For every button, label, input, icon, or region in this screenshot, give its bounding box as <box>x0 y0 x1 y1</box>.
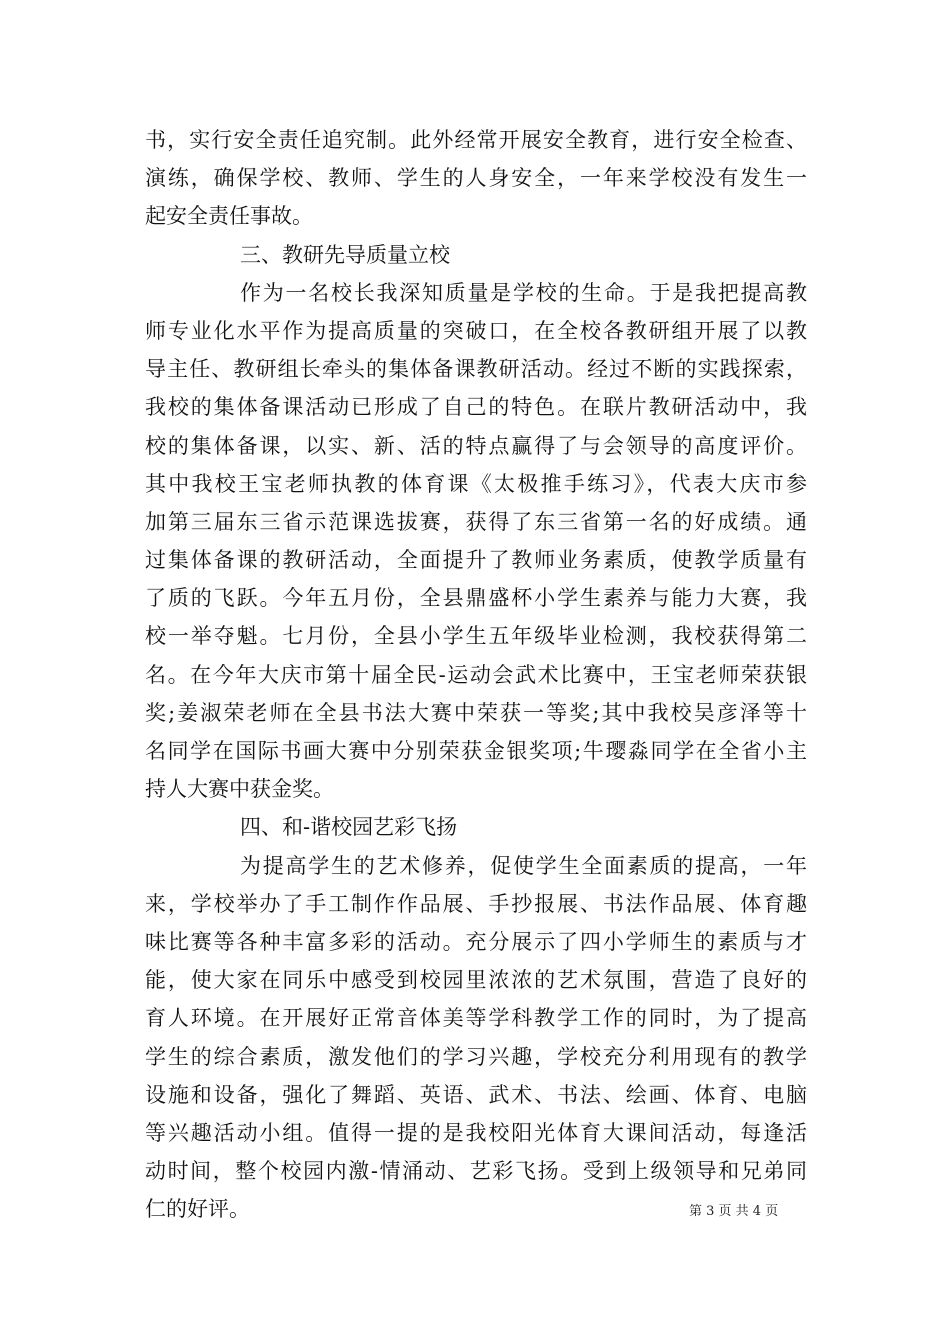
section-heading-3: 三、教研先导质量立校 <box>240 242 450 267</box>
text-line: 导主任、教研组长牵头的集体备课教研活动。经过不断的实践探索， <box>145 357 807 382</box>
text-line: 我校的集体备课活动已形成了自己的特色。在联片教研活动中，我 <box>145 395 807 420</box>
text-line: 加第三届东三省示范课选拔赛，获得了东三省第一名的好成绩。通 <box>145 509 807 534</box>
text-line: 仁的好评。 <box>145 1197 250 1222</box>
text-line: 设施和设备，强化了舞蹈、英语、武术、书法、绘画、体育、电脑 <box>145 1082 807 1107</box>
text-line: 师专业化水平作为提高质量的突破口，在全校各教研组开展了以教 <box>145 318 807 343</box>
text-line: 过集体备课的教研活动，全面提升了教师业务素质，使教学质量有 <box>145 548 807 573</box>
text-line: 名同学在国际书画大赛中分别荣获金银奖项;牛璎淼同学在全省小主 <box>145 739 807 763</box>
text-line: 等兴趣活动小组。值得一提的是我校阳光体育大课间活动，每逢活 <box>145 1120 807 1145</box>
text-line: 演练，确保学校、教师、学生的人身安全，一年来学校没有发生一 <box>145 166 807 191</box>
text-line: 校一举夺魁。七月份，全县小学生五年级毕业检测，我校获得第二 <box>145 624 807 649</box>
text-line: 育人环境。在开展好正常音体美等学科教学工作的同时，为了提高 <box>145 1006 807 1031</box>
section-heading-4: 四、和-谐校园艺彩飞扬 <box>240 815 458 840</box>
text-line: 味比赛等各种丰富多彩的活动。充分展示了四小学师生的素质与才 <box>145 929 807 954</box>
text-line: 名。在今年大庆市第十届全民-运动会武术比赛中，王宝老师荣获银 <box>145 662 807 687</box>
text-line: 了质的飞跃。今年五月份，全县鼎盛杯小学生素养与能力大赛，我 <box>145 586 807 611</box>
text-line: 起安全责任事故。 <box>145 204 313 229</box>
text-line: 持人大赛中获金奖。 <box>145 777 334 802</box>
paragraph-first-line: 作为一名校长我深知质量是学校的生命。于是我把提高教 <box>240 280 807 305</box>
text-line: 动时间，整个校园内激-情涌动、艺彩飞扬。受到上级领导和兄弟同 <box>145 1159 807 1184</box>
text-line: 校的集体备课，以实、新、活的特点赢得了与会领导的高度评价。 <box>145 433 807 458</box>
document-body <box>145 121 807 1228</box>
text-line: 其中我校王宝老师执教的体育课《太极推手练习》，代表大庆市参 <box>145 471 807 496</box>
text-line: 书，实行安全责任追究制。此外经常开展安全教育，进行安全检查、 <box>145 128 807 152</box>
text-line: 奖;姜淑荣老师在全县书法大赛中荣获一等奖;其中我校吴彦泽等十 <box>145 700 807 725</box>
paragraph-first-line: 为提高学生的艺术修养，促使学生全面素质的提高，一年 <box>240 853 807 878</box>
text-line: 能，使大家在同乐中感受到校园里浓浓的艺术氛围，营造了良好的 <box>145 968 807 993</box>
text-line: 来，学校举办了手工制作作品展、手抄报展、书法作品展、体育趣 <box>145 891 807 916</box>
page-number-footer: 第 3 页 共 4 页 <box>689 1204 779 1219</box>
text-line: 学生的综合素质，激发他们的学习兴趣，学校充分利用现有的教学 <box>145 1044 807 1069</box>
